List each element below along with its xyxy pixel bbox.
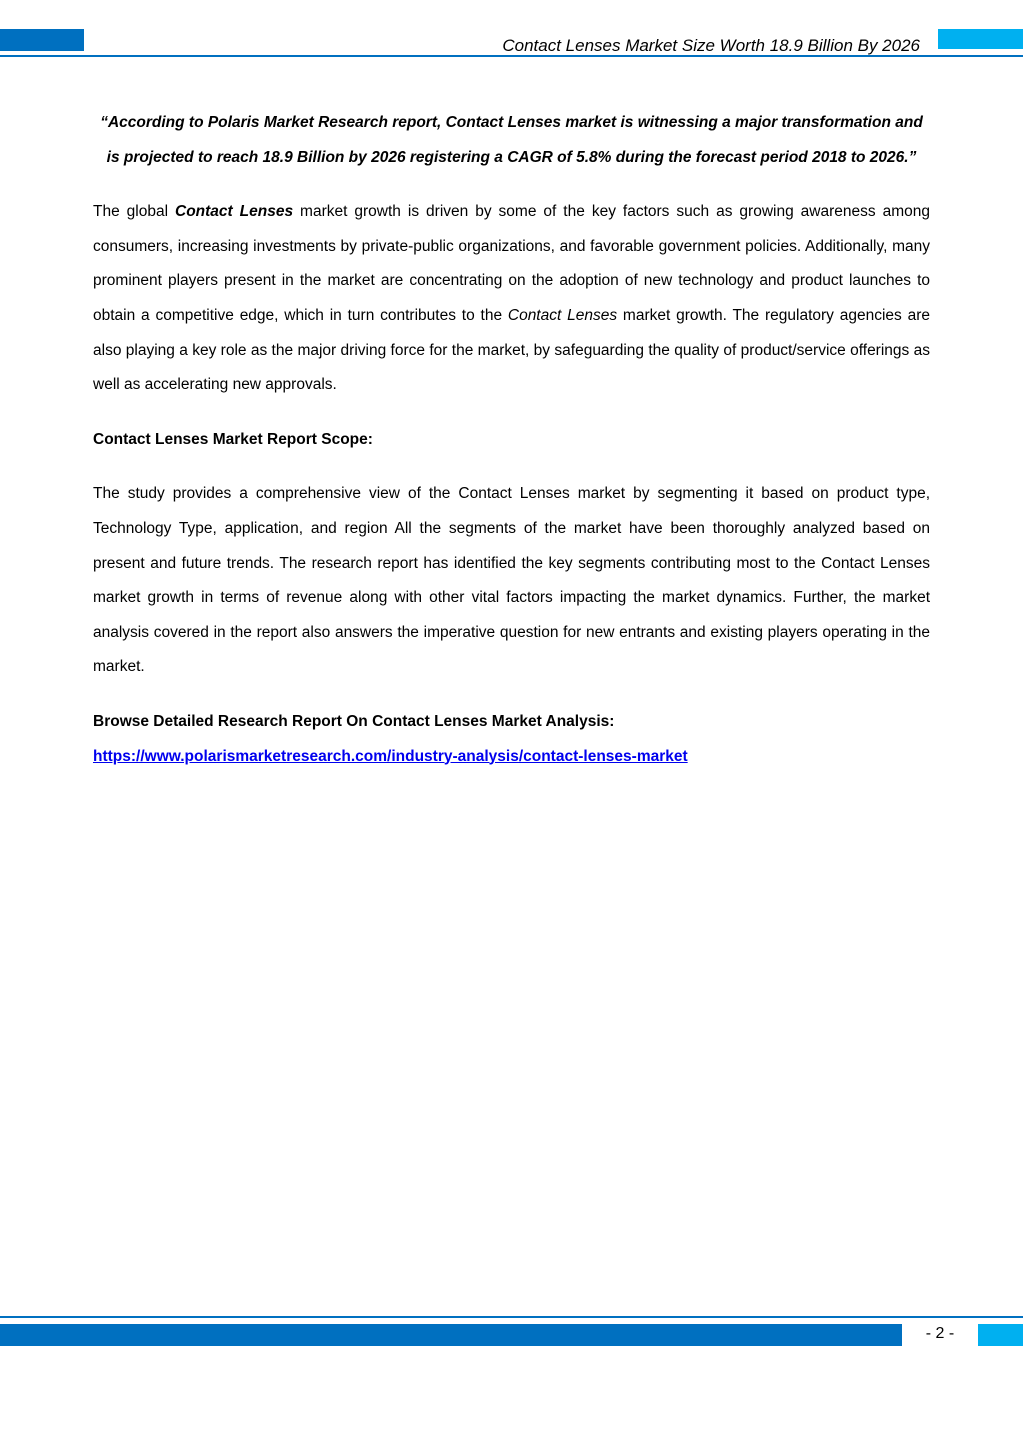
paragraph-growth-drivers (93, 195, 930, 403)
footer-bar (0, 1324, 902, 1346)
intro-quote: “According to Polaris Market Research report, Contact Lenses market is witnessing a major transformation and is projected to reach 18.9 Billion by 2026 registering a CAGR of 5.8% during the forecast period 2018 to 2026.” (100, 114, 923, 166)
paragraph-scope: The study provides a comprehensive view of the Contact Lenses market by segmenting it based on product type, Technology Type, application, and region All the segments of the market have been thoroughly analyzed based on present and future trends. The research report has identified the key segments contributing most to the Contact Lenses market growth in terms of revenue along with other vital factors impacting the market dynamics. Further, the market analysis covered in the report also answers the imperative question for new entrants and existing players operating in the market. (93, 485, 930, 676)
paragraph-text: market growth is driven by some of the key factors such as growing awareness among consumers, increasing investments by private-public organizations, and favorable government policies. Additionally, many prominent players present in the market are concentrating on the adoption of new technology and product launches to obtain a competitive edge, which in turn contributes to the (93, 203, 930, 324)
header-bar-left (0, 29, 84, 51)
browse-heading: Browse Detailed Research Report On Contact Lenses Market Analysis: (93, 712, 615, 730)
page-number: - 2 - (925, 1325, 955, 1342)
header-rule (0, 55, 1023, 57)
scope-heading: Contact Lenses Market Report Scope: (93, 430, 373, 448)
footer-rule (0, 1316, 1023, 1318)
report-link[interactable]: https://www.polarismarketresearch.com/industry-analysis/contact-lenses-market (93, 747, 688, 765)
document-body (93, 106, 930, 774)
header-bar-right (938, 29, 1023, 49)
footer-bar-right (978, 1324, 1023, 1346)
paragraph-text: market growth. The regulatory agencies are also playing a key role as the major driving force for the market, by safeguarding the quality of product/service offerings as well as accelerating new approvals. (93, 306, 930, 394)
paragraph-text: The global (93, 203, 176, 221)
emphasis-contact-lenses-italic: Contact Lenses (507, 306, 618, 324)
emphasis-contact-lenses: Contact Lenses (175, 203, 294, 221)
header-title: Contact Lenses Market Size Worth 18.9 Billion By 2026 (502, 36, 920, 55)
